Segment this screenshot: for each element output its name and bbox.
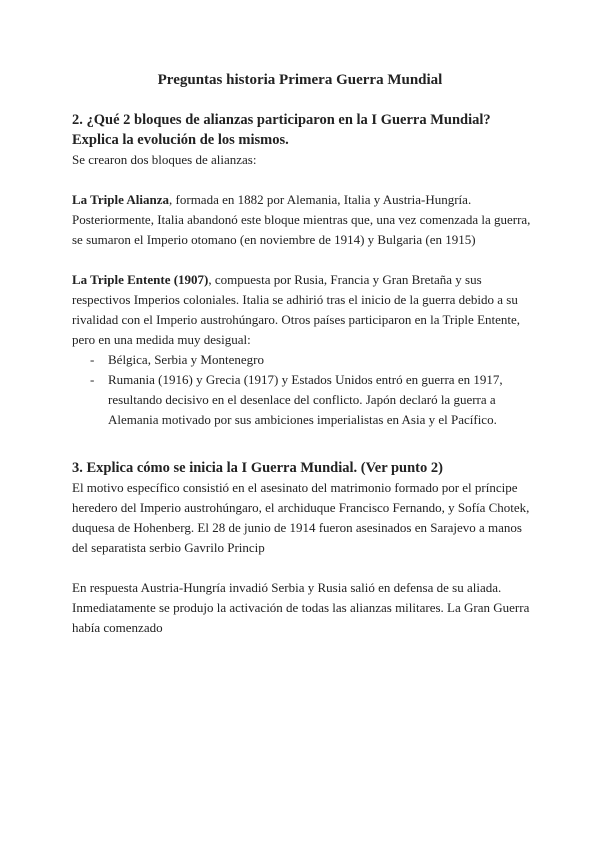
participants-list	[72, 350, 532, 430]
question-2-intro: Se crearon dos bloques de alianzas:	[72, 152, 257, 167]
list-item-text: Bélgica, Serbia y Montenegro	[108, 352, 264, 367]
question-3-paragraph-1: El motivo específico consistió en el asesinato del matrimonio formado por el príncipe heredero del Imperio austrohúngaro, el archiduque Francisco Fernando, y Sofía Chotek, duquesa de Hohenberg. El 28 de junio de 1914 fueron asesinados en Sarajevo a manos del separatista serbio Gavrilo Princip	[72, 480, 530, 555]
document-title: Preguntas historia Primera Guerra Mundial	[157, 72, 443, 88]
question-3-heading: 3. Explica cómo se inicia la I Guerra Mundial. (Ver punto 2)	[72, 460, 443, 476]
triple-alianza-text: , formada en 1882 por Alemania, Italia y Austria-Hungría. Posteriormente, Italia abandonó este bloque mientras que, una vez comenzada la guerra, se sumaron el Imperio otomano (en noviembre de 1914) y Bulgaria (en 1915)	[72, 192, 531, 247]
question-2-heading-line2: Explica la evolución de los mismos.	[72, 132, 289, 148]
question-3-paragraph-2: En respuesta Austria-Hungría invadió Serbia y Rusia salió en defensa de su aliada. Inmediatamente se produjo la activación de todas las alianzas militares. La Gran Guerra había comenzado	[72, 580, 530, 635]
triple-entente-text: , compuesta por Rusia, Francia y Gran Bretaña y sus respectivos Imperios coloniales. Italia se adhirió tras el inicio de la guerra debido a su rivalidad con el Imperio austrohúngaro. Otros países participaron en la Triple Entente, pero en una medida muy desigual:	[72, 272, 521, 347]
list-item-text: Rumania (1916) y Grecia (1917) y Estados Unidos entró en guerra en 1917, resultando decisivo en el desenlace del conflicto. Japón declaró la guerra a Alemania motivado por sus ambiciones imperialistas en Asia y el Pacífico.	[108, 372, 503, 427]
triple-alianza-paragraph	[72, 190, 532, 250]
list-item	[72, 350, 532, 370]
document-body	[72, 110, 532, 638]
question-2-heading-line1: 2. ¿Qué 2 bloques de alianzas participaron en la I Guerra Mundial?	[72, 112, 491, 128]
triple-entente-name: La Triple Entente (1907)	[72, 272, 209, 287]
question-2-heading	[72, 110, 532, 150]
bullet-marker: -	[90, 352, 95, 367]
bullet-marker: -	[90, 372, 95, 387]
triple-entente-paragraph	[72, 270, 532, 350]
triple-alianza-name: La Triple Alianza	[72, 192, 170, 207]
list-item	[72, 370, 532, 430]
